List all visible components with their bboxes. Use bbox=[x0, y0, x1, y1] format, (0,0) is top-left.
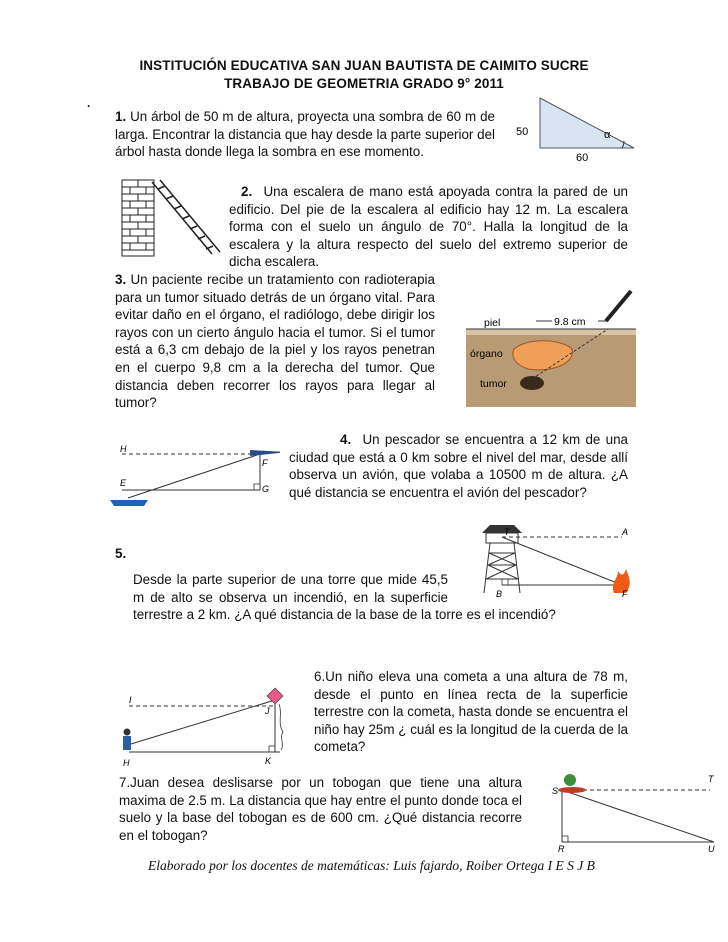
problem-4-number: 4. bbox=[340, 432, 352, 447]
slide-base bbox=[558, 787, 586, 793]
problem-7 bbox=[119, 774, 522, 844]
ladder-figure bbox=[118, 178, 230, 258]
problem-2-text: Una escalera de mano está apoyada contra la pared de un edificio. Del pie de la escalera al edificio hay 12 m. La escalera forma con el suelo un ángulo de 70°. Halla la longitud de la escalera y la altura respecto del suelo del extremo superior de dicha escalera. bbox=[229, 184, 628, 270]
school-title: INSTITUCIÓN EDUCATIVA SAN JUAN BAUTISTA DE CAIMITO SUCRE bbox=[139, 58, 589, 73]
tumor-shape bbox=[520, 376, 544, 390]
point-H-label: H bbox=[120, 444, 127, 454]
child-icon bbox=[123, 736, 131, 750]
problem-3-number: 3. bbox=[115, 272, 127, 287]
organ-label: órgano bbox=[470, 348, 503, 360]
problem-1 bbox=[115, 108, 495, 161]
point-E-label: E bbox=[120, 478, 127, 488]
triangle-figure bbox=[512, 92, 642, 164]
slide-figure bbox=[548, 766, 724, 852]
problem-2 bbox=[229, 183, 628, 271]
problem-5-number: 5. bbox=[115, 546, 127, 561]
problem-1-text: Un árbol de 50 m de altura, proyecta una sombra de 60 m de larga. Encontrar la distancia que hay desde la parte superior del árbol hasta donde llega la sombra en ese momento. bbox=[115, 109, 495, 160]
footer-credits: Elaborado por los docentes de matemáticas: Luis fajardo, Roiber Ortega I E S J B bbox=[148, 858, 595, 873]
point-T-label: T bbox=[504, 527, 510, 537]
point-F-tower-label: F bbox=[622, 589, 628, 599]
problem-3-text: Un paciente recibe un tratamiento con radioterapia para un tumor situado detrás de un órgano vital. Para evitar daño en el órgano, el radiólogo, debe dirigir los rayos con un cierto ángulo hacia el tumor. Si el tumor está a 6,3 cm debajo de la piel y los rayos penetran en el cuerpo 9,8 cm a la derecha del tumor. Que distancia deben recorrer los rayos para llegar al tumor? bbox=[115, 272, 435, 411]
tower-figure bbox=[462, 523, 632, 601]
point-K-label: K bbox=[265, 756, 272, 766]
right-triangle bbox=[540, 98, 634, 148]
person-icon bbox=[564, 774, 576, 786]
problem-1-number: 1. bbox=[115, 109, 127, 124]
side-label-vertical: 50 bbox=[516, 126, 529, 138]
point-G-label: G bbox=[262, 484, 270, 494]
problem-4 bbox=[289, 431, 628, 501]
distance-label: 9.8 cm bbox=[554, 316, 586, 328]
bullet-dot: . bbox=[87, 96, 91, 110]
point-A-label: A bbox=[622, 527, 629, 537]
point-S-label: S bbox=[552, 786, 559, 796]
airplane-icon bbox=[250, 450, 280, 456]
problem-3 bbox=[115, 271, 435, 412]
point-I-label: I bbox=[129, 695, 132, 705]
worksheet-title: TRABAJO DE GEOMETRIA GRADO 9° 2011 bbox=[224, 76, 504, 91]
tumor-label: tumor bbox=[480, 378, 507, 390]
point-T-slide-label: T bbox=[708, 774, 714, 784]
radiotherapy-figure bbox=[466, 283, 636, 407]
problem-6-number: 6. bbox=[314, 669, 326, 684]
tower-roof bbox=[482, 525, 522, 533]
point-F-label: F bbox=[262, 458, 268, 468]
point-H-kite-label: H bbox=[123, 758, 130, 768]
boat-icon bbox=[110, 500, 148, 506]
problem-5-text: Desde la parte superior de una torre que mide 45,5 m de alto se observa un incendió, en la superficie terrestre a 2 km. ¿A qué distancia de la base de la torre es el incendió? bbox=[133, 572, 556, 623]
skin-label: piel bbox=[484, 317, 501, 329]
point-B-label: B bbox=[496, 589, 503, 599]
brick-wall bbox=[122, 180, 154, 256]
problem-4-text: Un pescador se encuentra a 12 km de una ciudad que está a 0 km sobre el nivel del mar, desde allí observa un avión, que volaba a 10500 m de altura. ¿A qué distancia se encuentra el avión del pescador? bbox=[289, 432, 628, 500]
point-J-label: J bbox=[265, 706, 270, 716]
problem-7-text: Juan desea deslisarse por un tobogan que tiene una altura maxima de 2.5 m. La distancia que hay entre el punto donde toca el suelo y la base del tobogan es de 600 cm. ¿Qué distancia recorre en el tobogan? bbox=[119, 775, 522, 843]
side-label-horizontal: 60 bbox=[576, 152, 589, 164]
problem-2-number: 2. bbox=[241, 184, 253, 199]
point-R-label: R bbox=[558, 844, 565, 852]
kite-figure bbox=[115, 686, 299, 770]
problem-6-text: Un niño eleva una cometa a una altura de 78 m, desde el punto en línea recta de la superficie terrestre con la cometa, hasta donde se encuentra el niño hay 25m ¿ cuál es la longitud de la cuerda de la cometa? bbox=[314, 669, 628, 755]
problem-7-number: 7. bbox=[119, 775, 131, 790]
ladder bbox=[152, 180, 220, 254]
angle-label: α bbox=[604, 129, 611, 141]
problem-6 bbox=[314, 668, 628, 756]
airplane-figure bbox=[110, 438, 280, 514]
point-U-label: U bbox=[708, 844, 715, 852]
